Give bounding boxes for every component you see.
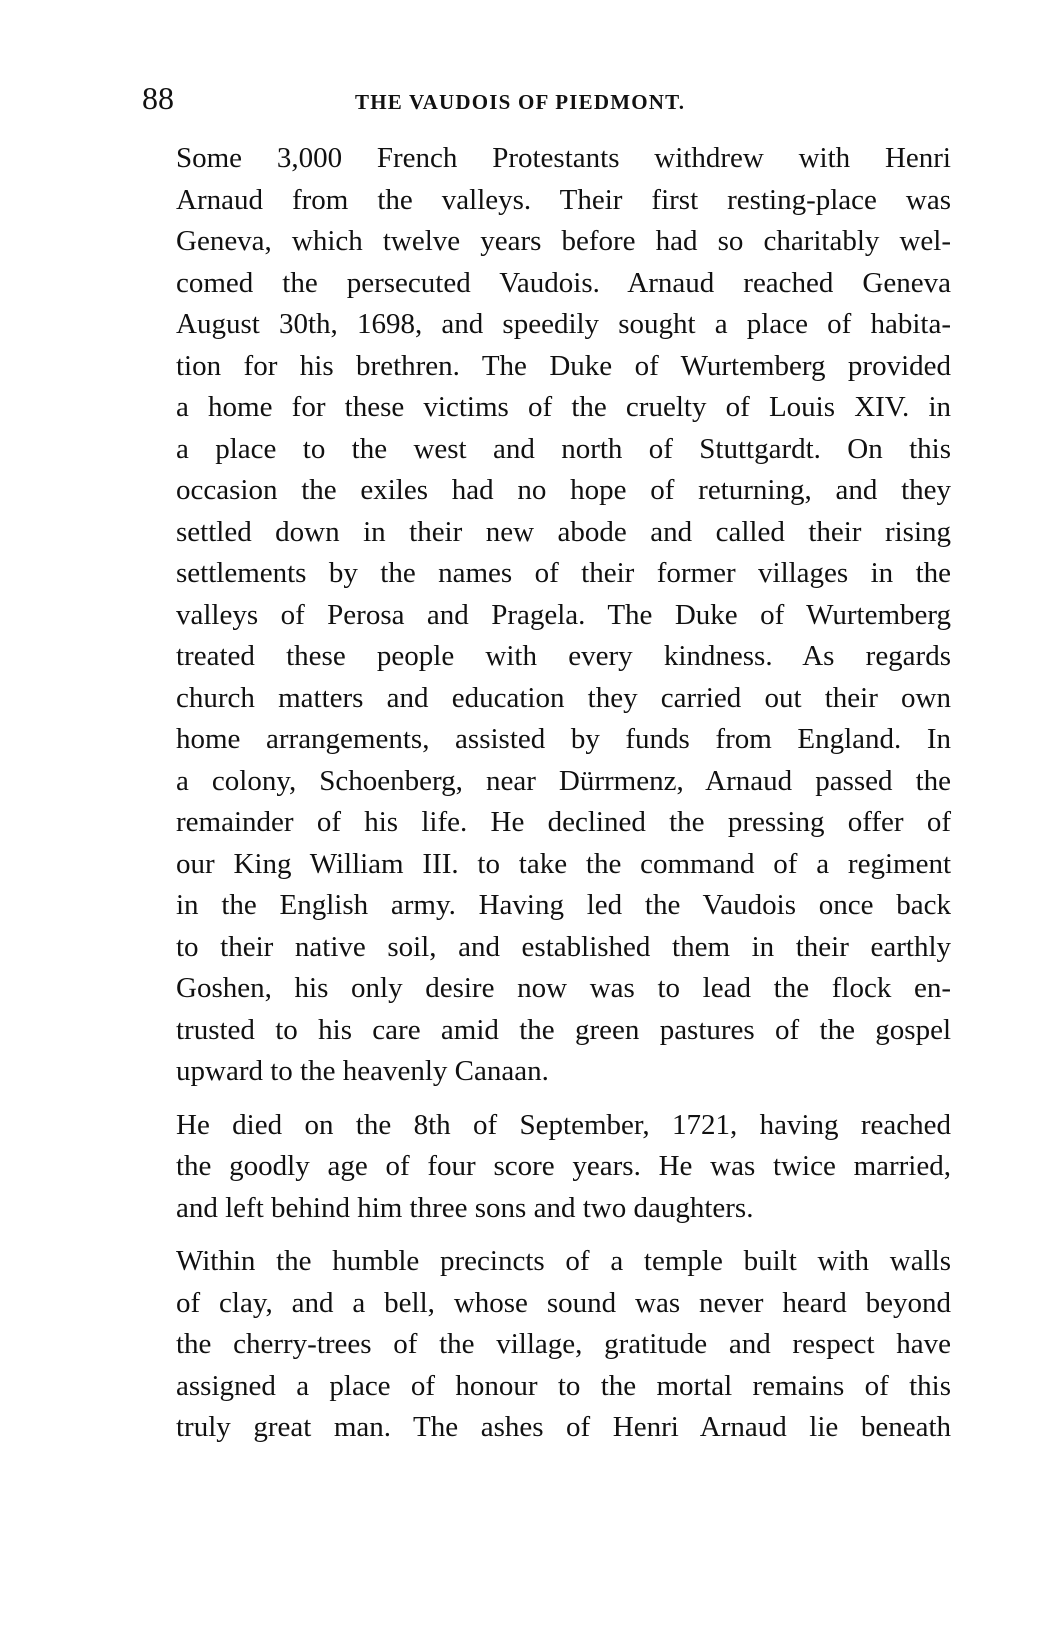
text-line: home arrangements, assisted by funds from England. In: [176, 723, 951, 755]
body-text: [176, 138, 951, 1461]
running-head: [142, 80, 952, 120]
text-line: truly great man. The ashes of Henri Arnaud lie beneath: [176, 1411, 951, 1443]
text-line: settlements by the names of their former villages in the: [176, 557, 951, 589]
text-line: a colony, Schoenberg, near Dürrmenz, Arnaud passed the: [176, 764, 951, 797]
text-line: Arnaud from the valleys. Their first resting-place was: [176, 183, 951, 216]
text-line: the goodly age of four score years. He was twice married,: [176, 1150, 951, 1182]
text-line: trusted to his care amid the green pastures of the gospel: [176, 1013, 951, 1046]
text-line: the cherry-trees of the village, gratitude and respect have: [176, 1328, 951, 1360]
text-line: settled down in their new abode and called their rising: [176, 515, 951, 548]
text-line: Some 3,000 French Protestants withdrew with Henri: [176, 142, 951, 174]
running-title: THE VAUDOIS OF PIEDMONT.: [355, 90, 686, 114]
paragraph: [176, 1105, 951, 1230]
text-line: to their native soil, and established them in their earthly: [176, 930, 951, 963]
text-line: remainder of his life. He declined the pressing offer of: [176, 806, 951, 838]
text-line: of clay, and a bell, whose sound was never heard beyond: [176, 1286, 951, 1319]
text-line: occasion the exiles had no hope of returning, and they: [176, 474, 951, 506]
text-line: a place to the west and north of Stuttgardt. On this: [176, 432, 951, 465]
text-line: a home for these victims of the cruelty of Louis XIV. in: [176, 391, 951, 423]
text-line: valleys of Perosa and Pragela. The Duke of Wurtemberg: [176, 598, 951, 631]
paragraph: [176, 138, 951, 1093]
text-line: August 30th, 1698, and speedily sought a place of habita-: [176, 308, 951, 340]
text-line: in the English army. Having led the Vaudois once back: [176, 889, 951, 921]
text-line: Goshen, his only desire now was to lead the flock en-: [176, 972, 951, 1004]
paragraph: [176, 1241, 951, 1449]
text-line: and left behind him three sons and two daughters.: [176, 1191, 754, 1224]
text-line: tion for his brethren. The Duke of Wurtemberg provided: [176, 349, 951, 382]
page-number: 88: [142, 80, 174, 116]
text-line: church matters and education they carried out their own: [176, 681, 951, 714]
text-line: our King William III. to take the command of a regiment: [176, 847, 951, 880]
text-line: Geneva, which twelve years before had so charitably wel-: [176, 225, 951, 257]
text-line: assigned a place of honour to the mortal remains of this: [176, 1369, 951, 1402]
text-line: Within the humble precincts of a temple built with walls: [176, 1245, 951, 1277]
text-line: comed the persecuted Vaudois. Arnaud reached Geneva: [176, 266, 951, 299]
text-line: He died on the 8th of September, 1721, having reached: [176, 1108, 951, 1141]
text-line: treated these people with every kindness. As regards: [176, 640, 951, 672]
text-line: upward to the heavenly Canaan.: [176, 1055, 549, 1087]
